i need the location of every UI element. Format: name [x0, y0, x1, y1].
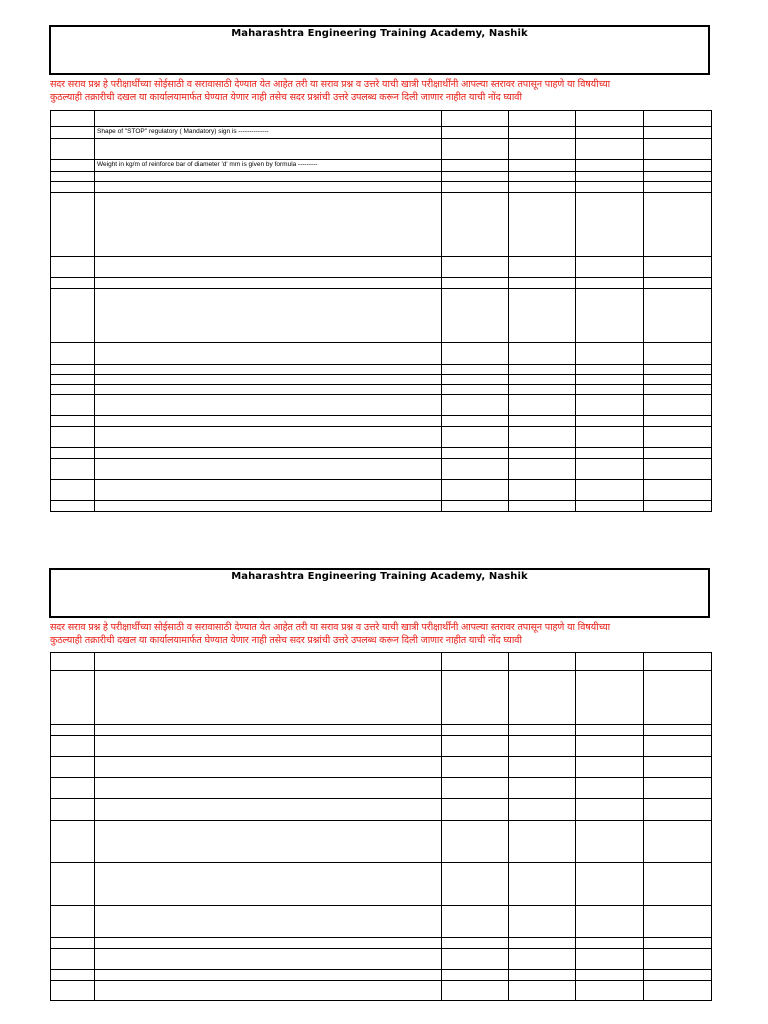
table-row [51, 111, 712, 127]
table-row [51, 343, 712, 365]
table-cell [644, 257, 712, 278]
table-cell [576, 182, 644, 193]
header-box [49, 568, 710, 618]
table-cell [509, 736, 576, 757]
table-cell [95, 501, 442, 512]
table-cell [509, 193, 576, 257]
table-cell [442, 182, 509, 193]
table-cell [576, 863, 644, 906]
table-cell [509, 343, 576, 365]
table-cell [509, 480, 576, 501]
table-cell [51, 182, 95, 193]
table-cell [509, 365, 576, 375]
table-row [51, 127, 712, 139]
table-cell [51, 375, 95, 385]
table-cell [509, 257, 576, 278]
table-cell [442, 289, 509, 343]
table-cell [442, 949, 509, 970]
table-cell [509, 395, 576, 416]
table-row [51, 821, 712, 863]
disclaimer-notice [50, 621, 720, 647]
table-cell [644, 821, 712, 863]
table-cell [509, 821, 576, 863]
table-cell [95, 757, 442, 778]
table-cell [51, 172, 95, 182]
table-row [51, 289, 712, 343]
table-cell [644, 757, 712, 778]
table-cell [442, 799, 509, 821]
table-cell [95, 863, 442, 906]
table-cell [644, 160, 712, 172]
table-cell [644, 906, 712, 938]
table-cell [442, 416, 509, 427]
header-box [49, 25, 710, 75]
table-cell [576, 981, 644, 1001]
table-cell [51, 127, 95, 139]
table-cell [442, 821, 509, 863]
table-cell [644, 671, 712, 725]
table-cell [95, 906, 442, 938]
table-cell [51, 653, 95, 671]
table-row [51, 365, 712, 375]
table-row [51, 385, 712, 395]
disclaimer-line-2: कुठल्याही तक्रारीची दखल या कार्यालयामार्फत घेण्यात येणार नाही तसेच सदर प्रश्नांची उत्तरे उपलब्ध करून दिली जाणार नाहीत याची नोंद घ्यावी [50, 92, 522, 103]
table-cell [576, 736, 644, 757]
table-row [51, 375, 712, 385]
disclaimer-notice [50, 78, 720, 104]
table-cell [509, 501, 576, 512]
table-cell [644, 459, 712, 480]
table-cell [576, 938, 644, 949]
table-cell [51, 343, 95, 365]
table-cell [442, 257, 509, 278]
table-row [51, 725, 712, 736]
question-cell [95, 111, 442, 127]
table-cell [576, 799, 644, 821]
table-cell [576, 949, 644, 970]
table-row [51, 395, 712, 416]
table-row [51, 459, 712, 480]
table-cell [95, 725, 442, 736]
table-cell [95, 448, 442, 459]
table-cell [576, 365, 644, 375]
table-cell [95, 970, 442, 981]
table-cell [576, 193, 644, 257]
table-cell [51, 501, 95, 512]
table-cell [51, 736, 95, 757]
question-cell: Weight in kg/m of reinforce bar of diameter 'd' mm is given by formula --------- [95, 160, 442, 172]
table-row [51, 799, 712, 821]
table-cell [51, 385, 95, 395]
table-cell [442, 448, 509, 459]
table-cell [576, 139, 644, 160]
table-cell [509, 289, 576, 343]
table-cell [509, 182, 576, 193]
table-cell [95, 821, 442, 863]
table-cell [644, 385, 712, 395]
table-cell [95, 193, 442, 257]
table-row [51, 736, 712, 757]
table-row [51, 981, 712, 1001]
table-cell [442, 139, 509, 160]
table-row [51, 193, 712, 257]
table-cell [51, 970, 95, 981]
table-cell [509, 160, 576, 172]
table-cell [644, 949, 712, 970]
table-cell [442, 127, 509, 139]
table-cell [51, 949, 95, 970]
table-cell [51, 981, 95, 1001]
table-cell [576, 111, 644, 127]
table-cell [576, 725, 644, 736]
table-cell [644, 981, 712, 1001]
table-cell [509, 139, 576, 160]
table-cell [644, 970, 712, 981]
table-row [51, 416, 712, 427]
table-cell [51, 757, 95, 778]
table-cell [442, 343, 509, 365]
table-cell [509, 375, 576, 385]
table-cell [442, 427, 509, 448]
table-cell [509, 127, 576, 139]
table-cell [576, 480, 644, 501]
table-cell [576, 821, 644, 863]
table-cell [644, 182, 712, 193]
table-cell [442, 459, 509, 480]
table-cell [95, 671, 442, 725]
table-cell [95, 427, 442, 448]
table-cell [509, 778, 576, 799]
table-cell [576, 172, 644, 182]
table-cell [95, 416, 442, 427]
table-cell [576, 257, 644, 278]
table-cell [51, 278, 95, 289]
table-row [51, 172, 712, 182]
table-cell [509, 938, 576, 949]
table-cell [644, 863, 712, 906]
table-cell [51, 821, 95, 863]
table-cell [95, 257, 442, 278]
table-cell [644, 448, 712, 459]
table-cell [442, 160, 509, 172]
table-cell [576, 778, 644, 799]
table-cell [576, 289, 644, 343]
table-cell [442, 193, 509, 257]
table-cell [576, 278, 644, 289]
table-cell [576, 906, 644, 938]
table-row [51, 778, 712, 799]
table-cell [95, 289, 442, 343]
table-cell [51, 193, 95, 257]
table-cell [644, 416, 712, 427]
table-row [51, 427, 712, 448]
academy-title: Maharashtra Engineering Training Academy, Nashik [231, 571, 528, 582]
table-cell [51, 160, 95, 172]
table-cell [644, 343, 712, 365]
table-cell [51, 778, 95, 799]
table-cell [509, 385, 576, 395]
table-cell [95, 736, 442, 757]
table-cell [644, 111, 712, 127]
table-cell [509, 906, 576, 938]
table-cell [442, 725, 509, 736]
table-cell [576, 375, 644, 385]
table-cell [509, 427, 576, 448]
table-row [51, 906, 712, 938]
table-cell [644, 395, 712, 416]
table-cell [576, 416, 644, 427]
table-row [51, 938, 712, 949]
table-cell [51, 938, 95, 949]
table-cell [576, 671, 644, 725]
table-cell [51, 395, 95, 416]
table-cell [51, 139, 95, 160]
table-cell [644, 139, 712, 160]
table-row [51, 480, 712, 501]
table-cell [95, 949, 442, 970]
table-cell [51, 416, 95, 427]
table-cell [51, 480, 95, 501]
table-cell [644, 172, 712, 182]
table-cell [442, 970, 509, 981]
table-cell [95, 799, 442, 821]
table-cell [95, 278, 442, 289]
table-cell [509, 459, 576, 480]
table-cell [442, 375, 509, 385]
disclaimer-line-1: सदर सराव प्रश्न हे परीक्षार्थींच्या सोईसाठी व सरावासाठी देण्यात येत आहेत तरी या सराव प्रश्न व उत्तरे याची खात्री परीक्षार्थींनी आपल्या स्तरावर तपासून पाहणे या विषयीच्या [50, 622, 610, 633]
table-row [51, 970, 712, 981]
question-cell: Shape of "STOP" regulatory ( Mandatory) sign is -------------- [95, 127, 442, 139]
table-cell [51, 799, 95, 821]
table-cell [644, 193, 712, 257]
table-cell [644, 778, 712, 799]
table-row [51, 653, 712, 671]
table-cell [509, 416, 576, 427]
table-row [51, 863, 712, 906]
table-cell [95, 653, 442, 671]
table-cell [509, 111, 576, 127]
table-cell [95, 182, 442, 193]
table-cell [509, 949, 576, 970]
table-cell [576, 160, 644, 172]
table-cell [576, 395, 644, 416]
table-cell [442, 938, 509, 949]
table-cell [95, 778, 442, 799]
table-cell [51, 906, 95, 938]
table-cell [442, 863, 509, 906]
table-cell [442, 757, 509, 778]
table-cell [509, 799, 576, 821]
table-cell [95, 938, 442, 949]
table-cell [95, 395, 442, 416]
table-cell [644, 427, 712, 448]
table-row [51, 160, 712, 172]
table-cell [95, 343, 442, 365]
table-cell [576, 448, 644, 459]
disclaimer-line-2: कुठल्याही तक्रारीची दखल या कार्यालयामार्फत घेण्यात येणार नाही तसेच सदर प्रश्नांची उत्तरे उपलब्ध करून दिली जाणार नाहीत याची नोंद घ्यावी [50, 635, 522, 646]
table-cell [95, 385, 442, 395]
table-cell [509, 278, 576, 289]
table-cell [442, 981, 509, 1001]
table-cell [51, 427, 95, 448]
table-cell [644, 480, 712, 501]
table-cell [509, 172, 576, 182]
table-cell [442, 365, 509, 375]
table-cell [509, 653, 576, 671]
table-cell [442, 778, 509, 799]
table-cell [576, 459, 644, 480]
table-cell [644, 501, 712, 512]
table-cell [442, 671, 509, 725]
table-cell [576, 757, 644, 778]
table-cell [51, 365, 95, 375]
table-cell [576, 653, 644, 671]
table-row [51, 139, 712, 160]
table-row [51, 182, 712, 193]
table-cell [442, 480, 509, 501]
table-cell [509, 671, 576, 725]
table-cell [442, 395, 509, 416]
table-cell [576, 343, 644, 365]
table-cell [644, 653, 712, 671]
table-cell [95, 981, 442, 1001]
table-row [51, 501, 712, 512]
table-cell [509, 970, 576, 981]
table-cell [576, 970, 644, 981]
table-cell [442, 501, 509, 512]
table-row [51, 757, 712, 778]
table-cell [509, 448, 576, 459]
question-cell [95, 139, 442, 160]
table-cell [509, 981, 576, 1001]
table-cell [51, 459, 95, 480]
table-cell [442, 653, 509, 671]
table-cell [644, 127, 712, 139]
table-cell [442, 111, 509, 127]
table-cell [442, 906, 509, 938]
table-cell [644, 278, 712, 289]
table-cell [51, 863, 95, 906]
question-table [50, 110, 712, 512]
table-cell [51, 671, 95, 725]
table-cell [644, 289, 712, 343]
table-row [51, 257, 712, 278]
table-cell [95, 172, 442, 182]
table-cell [51, 725, 95, 736]
table-cell [95, 375, 442, 385]
table-cell [509, 757, 576, 778]
table-cell [442, 385, 509, 395]
question-table [50, 652, 712, 1001]
table-cell [509, 863, 576, 906]
table-row [51, 278, 712, 289]
table-cell [442, 736, 509, 757]
table-cell [576, 127, 644, 139]
table-cell [644, 938, 712, 949]
table-cell [644, 736, 712, 757]
table-cell [51, 257, 95, 278]
table-cell [51, 111, 95, 127]
table-row [51, 448, 712, 459]
table-cell [576, 501, 644, 512]
table-cell [576, 427, 644, 448]
academy-title: Maharashtra Engineering Training Academy, Nashik [231, 28, 528, 39]
table-cell [644, 799, 712, 821]
table-cell [509, 725, 576, 736]
table-cell [576, 385, 644, 395]
table-cell [644, 725, 712, 736]
table-cell [442, 172, 509, 182]
table-cell [644, 375, 712, 385]
table-row [51, 671, 712, 725]
table-cell [95, 480, 442, 501]
table-cell [51, 289, 95, 343]
table-row [51, 949, 712, 970]
table-cell [95, 459, 442, 480]
table-cell [442, 278, 509, 289]
table-cell [95, 365, 442, 375]
table-cell [644, 365, 712, 375]
disclaimer-line-1: सदर सराव प्रश्न हे परीक्षार्थींच्या सोईसाठी व सरावासाठी देण्यात येत आहेत तरी या सराव प्रश्न व उत्तरे याची खात्री परीक्षार्थींनी आपल्या स्तरावर तपासून पाहणे या विषयीच्या [50, 79, 610, 90]
table-cell [51, 448, 95, 459]
